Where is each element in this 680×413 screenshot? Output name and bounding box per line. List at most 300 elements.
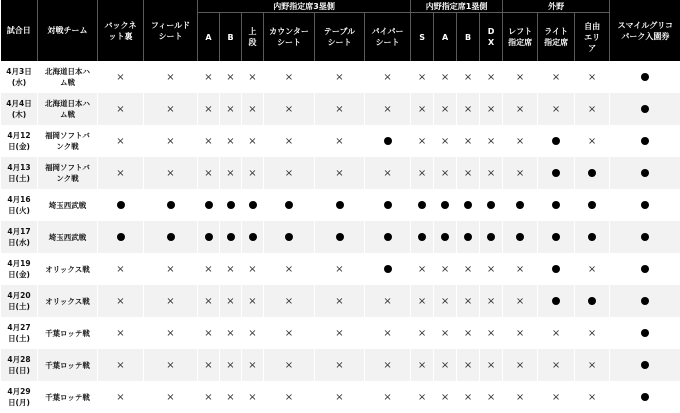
availability-cell (575, 285, 610, 317)
unavailable-x-mark: × (248, 135, 257, 147)
availability-cell (434, 189, 457, 221)
unavailable-x-mark: × (116, 359, 125, 371)
unavailable-x-mark: × (226, 135, 235, 147)
availability-cell (610, 189, 680, 221)
unavailable-x-mark: × (383, 103, 392, 115)
unavailable-x-mark: × (204, 135, 213, 147)
unavailable-x-mark: × (486, 135, 496, 147)
availability-cell (144, 381, 198, 413)
availability-cell (144, 125, 198, 157)
availability-cell (242, 221, 264, 253)
unavailable-x-mark: × (226, 103, 235, 115)
availability-cell (434, 221, 457, 253)
availability-cell (98, 317, 144, 349)
row-date: 4月16 日(火) (1, 189, 38, 221)
availability-cell (538, 285, 575, 317)
unavailable-x-mark: × (284, 327, 294, 339)
unavailable-x-mark: × (284, 103, 294, 115)
availability-cell (98, 61, 144, 93)
available-dot-icon (641, 73, 649, 81)
availability-cell (503, 125, 538, 157)
unavailable-x-mark: × (486, 391, 496, 403)
available-dot-icon (552, 233, 560, 241)
unavailable-x-mark: × (335, 103, 344, 115)
unavailable-x-mark: × (248, 103, 257, 115)
availability-cell (264, 253, 315, 285)
availability-cell (538, 349, 575, 381)
availability-cell (610, 349, 680, 381)
unavailable-x-mark: × (440, 167, 450, 179)
unavailable-x-mark: × (551, 103, 561, 115)
availability-cell (242, 285, 264, 317)
available-dot-icon (588, 201, 596, 209)
unavailable-x-mark: × (515, 327, 525, 339)
availability-cell (480, 189, 503, 221)
available-dot-icon (167, 201, 175, 209)
header-1b-dx: D X (480, 13, 503, 62)
availability-cell (610, 61, 680, 93)
header-3b-piper: パイパー シート (365, 13, 411, 62)
unavailable-x-mark: × (440, 359, 450, 371)
unavailable-x-mark: × (551, 71, 561, 83)
available-dot-icon (588, 297, 596, 305)
unavailable-x-mark: × (204, 327, 213, 339)
unavailable-x-mark: × (463, 359, 473, 371)
unavailable-x-mark: × (383, 327, 392, 339)
availability-cell (434, 253, 457, 285)
availability-cell (198, 221, 220, 253)
availability-cell (315, 189, 365, 221)
availability-cell (264, 93, 315, 125)
availability-cell (144, 221, 198, 253)
availability-cell (315, 125, 365, 157)
unavailable-x-mark: × (335, 327, 344, 339)
availability-cell (242, 125, 264, 157)
table-row (1, 317, 680, 349)
availability-cell (411, 349, 434, 381)
unavailable-x-mark: × (248, 295, 257, 307)
unavailable-x-mark: × (440, 71, 450, 83)
available-dot-icon (384, 233, 392, 241)
unavailable-x-mark: × (248, 167, 257, 179)
header-group-outfield: 外野 (503, 0, 610, 13)
unavailable-x-mark: × (587, 327, 597, 339)
availability-cell (315, 381, 365, 413)
availability-cell (98, 93, 144, 125)
unavailable-x-mark: × (166, 327, 175, 339)
unavailable-x-mark: × (116, 167, 125, 179)
availability-cell (457, 157, 480, 189)
availability-cell (315, 61, 365, 93)
unavailable-x-mark: × (440, 103, 450, 115)
unavailable-x-mark: × (226, 295, 235, 307)
availability-cell (503, 317, 538, 349)
availability-cell (264, 221, 315, 253)
availability-cell (411, 221, 434, 253)
availability-cell (144, 317, 198, 349)
availability-cell (480, 381, 503, 413)
availability-cell (98, 349, 144, 381)
available-dot-icon (117, 233, 125, 241)
unavailable-x-mark: × (551, 391, 561, 403)
available-dot-icon (227, 233, 235, 241)
availability-cell (538, 189, 575, 221)
availability-cell (98, 253, 144, 285)
availability-cell (434, 317, 457, 349)
unavailable-x-mark: × (417, 295, 427, 307)
availability-cell (242, 349, 264, 381)
availability-cell (198, 125, 220, 157)
row-team: 埼玉西武戦 (38, 221, 98, 253)
availability-cell (98, 157, 144, 189)
available-dot-icon (487, 233, 495, 241)
availability-cell (144, 61, 198, 93)
availability-cell (315, 317, 365, 349)
unavailable-x-mark: × (226, 391, 235, 403)
table-row (1, 349, 680, 381)
availability-cell (220, 349, 242, 381)
availability-cell (411, 189, 434, 221)
availability-cell (220, 381, 242, 413)
available-dot-icon (418, 233, 426, 241)
availability-cell (610, 381, 680, 413)
unavailable-x-mark: × (463, 135, 473, 147)
unavailable-x-mark: × (587, 263, 597, 275)
unavailable-x-mark: × (440, 263, 450, 275)
unavailable-x-mark: × (116, 295, 125, 307)
availability-cell (411, 381, 434, 413)
header-3b-a: A (198, 13, 220, 62)
unavailable-x-mark: × (383, 295, 392, 307)
availability-cell (480, 317, 503, 349)
unavailable-x-mark: × (116, 327, 125, 339)
availability-cell (575, 221, 610, 253)
availability-cell (411, 61, 434, 93)
available-dot-icon (384, 137, 392, 145)
availability-cell (264, 61, 315, 93)
unavailable-x-mark: × (486, 327, 496, 339)
availability-cell (480, 93, 503, 125)
available-dot-icon (205, 233, 213, 241)
availability-cell (575, 349, 610, 381)
unavailable-x-mark: × (486, 71, 496, 83)
availability-cell (220, 157, 242, 189)
table-row (1, 285, 680, 317)
unavailable-x-mark: × (248, 359, 257, 371)
unavailable-x-mark: × (335, 263, 344, 275)
row-team: オリックス戦 (38, 285, 98, 317)
row-date: 4月3日 (水) (1, 61, 38, 93)
unavailable-x-mark: × (166, 71, 175, 83)
unavailable-x-mark: × (383, 391, 392, 403)
unavailable-x-mark: × (204, 71, 213, 83)
unavailable-x-mark: × (383, 359, 392, 371)
availability-cell (365, 253, 411, 285)
availability-cell (220, 317, 242, 349)
availability-cell (575, 253, 610, 285)
row-date: 4月13 日(土) (1, 157, 38, 189)
availability-cell (610, 221, 680, 253)
unavailable-x-mark: × (463, 263, 473, 275)
unavailable-x-mark: × (248, 327, 257, 339)
availability-cell (144, 285, 198, 317)
unavailable-x-mark: × (440, 135, 450, 147)
availability-cell (610, 93, 680, 125)
availability-cell (365, 221, 411, 253)
availability-cell (434, 285, 457, 317)
availability-cell (610, 285, 680, 317)
availability-cell (198, 381, 220, 413)
unavailable-x-mark: × (417, 359, 427, 371)
available-dot-icon (336, 233, 344, 241)
unavailable-x-mark: × (284, 359, 294, 371)
unavailable-x-mark: × (587, 359, 597, 371)
availability-cell (411, 93, 434, 125)
unavailable-x-mark: × (417, 167, 427, 179)
unavailable-x-mark: × (417, 327, 427, 339)
availability-cell (610, 317, 680, 349)
table-row (1, 253, 680, 285)
availability-cell (365, 189, 411, 221)
availability-cell (575, 381, 610, 413)
availability-cell (198, 93, 220, 125)
availability-cell (457, 317, 480, 349)
table-row (1, 125, 680, 157)
availability-cell (480, 285, 503, 317)
unavailable-x-mark: × (551, 359, 561, 371)
availability-cell (434, 381, 457, 413)
unavailable-x-mark: × (248, 71, 257, 83)
availability-cell (503, 349, 538, 381)
availability-cell (315, 157, 365, 189)
unavailable-x-mark: × (335, 295, 344, 307)
header-group-infield-3b: 内野指定席3塁側 (198, 0, 411, 13)
availability-cell (610, 157, 680, 189)
availability-cell (220, 253, 242, 285)
unavailable-x-mark: × (587, 103, 597, 115)
availability-cell (411, 125, 434, 157)
available-dot-icon (516, 233, 524, 241)
availability-cell (575, 61, 610, 93)
availability-cell (264, 189, 315, 221)
available-dot-icon (285, 233, 293, 241)
unavailable-x-mark: × (284, 167, 294, 179)
available-dot-icon (418, 201, 426, 209)
unavailable-x-mark: × (417, 135, 427, 147)
availability-cell (457, 221, 480, 253)
availability-cell (411, 285, 434, 317)
table-row (1, 381, 680, 413)
available-dot-icon (384, 265, 392, 273)
unavailable-x-mark: × (335, 391, 344, 403)
availability-cell (411, 317, 434, 349)
row-team: 千葉ロッテ戦 (38, 349, 98, 381)
unavailable-x-mark: × (248, 263, 257, 275)
row-team: 埼玉西武戦 (38, 189, 98, 221)
availability-cell (144, 157, 198, 189)
table-row (1, 189, 680, 221)
available-dot-icon (641, 361, 649, 369)
header-smile-park: スマイルグリコ パーク入園券 (610, 0, 680, 61)
row-team: 千葉ロッテ戦 (38, 381, 98, 413)
availability-cell (503, 253, 538, 285)
availability-cell (264, 349, 315, 381)
availability-cell (434, 349, 457, 381)
unavailable-x-mark: × (166, 263, 175, 275)
availability-cell (220, 221, 242, 253)
availability-cell (198, 317, 220, 349)
unavailable-x-mark: × (515, 103, 525, 115)
availability-cell (198, 285, 220, 317)
available-dot-icon (167, 233, 175, 241)
unavailable-x-mark: × (515, 263, 525, 275)
available-dot-icon (641, 201, 649, 209)
header-out-right: ライト 指定席 (538, 13, 575, 62)
availability-cell (457, 61, 480, 93)
header-3b-table: テーブル シート (315, 13, 365, 62)
availability-cell (480, 221, 503, 253)
availability-cell (365, 61, 411, 93)
unavailable-x-mark: × (515, 359, 525, 371)
unavailable-x-mark: × (226, 263, 235, 275)
unavailable-x-mark: × (166, 295, 175, 307)
unavailable-x-mark: × (587, 391, 597, 403)
unavailable-x-mark: × (463, 167, 473, 179)
availability-cell (480, 61, 503, 93)
table-body (1, 61, 680, 413)
availability-cell (503, 61, 538, 93)
availability-cell (242, 381, 264, 413)
unavailable-x-mark: × (166, 167, 175, 179)
header-3b-b: B (220, 13, 242, 62)
unavailable-x-mark: × (226, 167, 235, 179)
unavailable-x-mark: × (284, 263, 294, 275)
availability-cell (144, 93, 198, 125)
availability-cell (457, 189, 480, 221)
unavailable-x-mark: × (248, 391, 257, 403)
unavailable-x-mark: × (486, 359, 496, 371)
available-dot-icon (285, 201, 293, 209)
availability-cell (503, 221, 538, 253)
unavailable-x-mark: × (383, 71, 392, 83)
unavailable-x-mark: × (226, 327, 235, 339)
table-row (1, 93, 680, 125)
unavailable-x-mark: × (284, 135, 294, 147)
unavailable-x-mark: × (335, 71, 344, 83)
availability-cell (411, 157, 434, 189)
availability-cell (503, 381, 538, 413)
availability-cell (315, 93, 365, 125)
available-dot-icon (641, 265, 649, 273)
unavailable-x-mark: × (440, 295, 450, 307)
available-dot-icon (487, 201, 495, 209)
availability-cell (242, 93, 264, 125)
table-header (1, 0, 680, 61)
availability-cell (480, 253, 503, 285)
available-dot-icon (552, 265, 560, 273)
availability-cell (315, 253, 365, 285)
unavailable-x-mark: × (284, 391, 294, 403)
available-dot-icon (552, 137, 560, 145)
availability-cell (198, 189, 220, 221)
availability-cell (365, 157, 411, 189)
table-row (1, 221, 680, 253)
unavailable-x-mark: × (226, 71, 235, 83)
availability-cell (457, 381, 480, 413)
availability-cell (264, 317, 315, 349)
unavailable-x-mark: × (486, 263, 496, 275)
availability-cell (198, 61, 220, 93)
availability-cell (538, 381, 575, 413)
availability-cell (220, 93, 242, 125)
availability-cell (264, 381, 315, 413)
availability-cell (538, 317, 575, 349)
availability-cell (365, 285, 411, 317)
availability-cell (575, 189, 610, 221)
available-dot-icon (641, 233, 649, 241)
availability-cell (457, 253, 480, 285)
header-1b-a: A (434, 13, 457, 62)
unavailable-x-mark: × (417, 103, 427, 115)
unavailable-x-mark: × (440, 391, 450, 403)
header-1b-s: S (411, 13, 434, 62)
availability-cell (264, 157, 315, 189)
available-dot-icon (588, 169, 596, 177)
row-date: 4月12 日(金) (1, 125, 38, 157)
unavailable-x-mark: × (463, 103, 473, 115)
availability-cell (538, 221, 575, 253)
availability-cell (242, 253, 264, 285)
unavailable-x-mark: × (463, 295, 473, 307)
availability-cell (242, 317, 264, 349)
unavailable-x-mark: × (417, 391, 427, 403)
unavailable-x-mark: × (116, 103, 125, 115)
availability-cell (365, 125, 411, 157)
row-date: 4月19 日(金) (1, 253, 38, 285)
row-team: 福岡ソフトバ ンク戦 (38, 157, 98, 189)
unavailable-x-mark: × (204, 167, 213, 179)
availability-cell (503, 157, 538, 189)
available-dot-icon (205, 201, 213, 209)
available-dot-icon (464, 201, 472, 209)
availability-cell (198, 253, 220, 285)
available-dot-icon (552, 201, 560, 209)
available-dot-icon (464, 233, 472, 241)
available-dot-icon (249, 201, 257, 209)
availability-cell (503, 93, 538, 125)
availability-cell (220, 125, 242, 157)
unavailable-x-mark: × (166, 359, 175, 371)
unavailable-x-mark: × (284, 71, 294, 83)
unavailable-x-mark: × (166, 391, 175, 403)
unavailable-x-mark: × (515, 135, 525, 147)
availability-cell (98, 221, 144, 253)
availability-cell (480, 157, 503, 189)
available-dot-icon (336, 201, 344, 209)
unavailable-x-mark: × (515, 167, 525, 179)
availability-cell (434, 125, 457, 157)
unavailable-x-mark: × (463, 391, 473, 403)
unavailable-x-mark: × (587, 135, 597, 147)
table-row (1, 157, 680, 189)
availability-cell (315, 285, 365, 317)
header-backnet: バックネ ット裏 (98, 0, 144, 61)
availability-cell (98, 285, 144, 317)
row-date: 4月20 日(土) (1, 285, 38, 317)
unavailable-x-mark: × (204, 263, 213, 275)
unavailable-x-mark: × (463, 327, 473, 339)
availability-cell (315, 221, 365, 253)
